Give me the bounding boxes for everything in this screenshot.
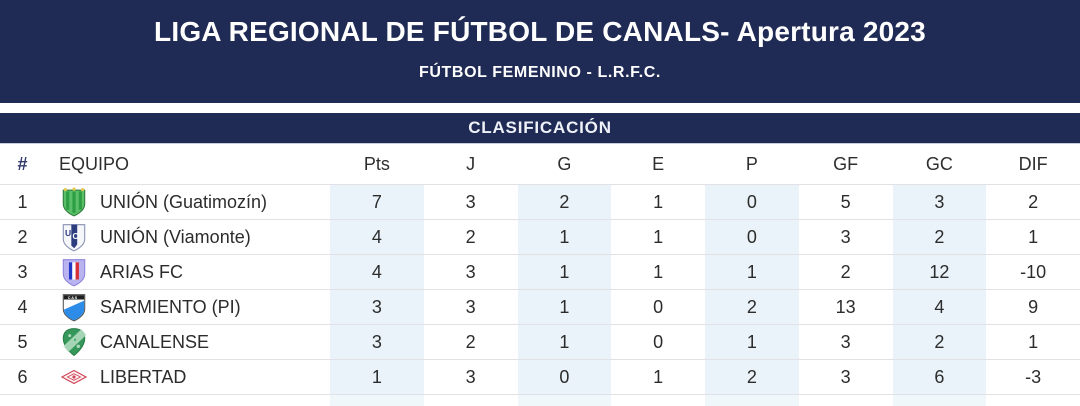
stat-gf: 5 <box>840 191 851 212</box>
team-cell <box>45 185 330 219</box>
stat-j: 3 <box>465 261 476 282</box>
stat-gf: 3 <box>840 226 851 247</box>
stat-pts: 7 <box>330 185 424 219</box>
stat-j: 2 <box>465 226 476 247</box>
stat-gc: 3 <box>893 185 987 219</box>
column-header-p: P <box>745 153 758 174</box>
banner-separator <box>0 103 1080 113</box>
stat-gc: 4 <box>893 290 987 324</box>
stat-dif: -10 <box>1020 261 1047 282</box>
green-sash-crest-icon <box>61 327 87 357</box>
row-position: 5 <box>17 331 28 352</box>
stat-e: 1 <box>653 366 664 387</box>
stat-j: 3 <box>465 296 476 317</box>
row-position: 2 <box>17 226 28 247</box>
column-header-gf: GF <box>833 153 859 174</box>
stat-e: 0 <box>653 331 664 352</box>
stat-g: 1 <box>518 255 612 289</box>
section-title-bar <box>0 113 1080 144</box>
stat-p: 1 <box>705 325 799 359</box>
lavender-tricolor-shield-icon <box>61 257 87 287</box>
stat-g: 1 <box>518 220 612 254</box>
team-cell <box>45 290 330 324</box>
column-header-pts: Pts <box>363 153 390 174</box>
stat-gf: 2 <box>840 261 851 282</box>
stat-p: 0 <box>705 220 799 254</box>
stat-j: 2 <box>465 331 476 352</box>
row-position: 3 <box>17 261 28 282</box>
page-title: LIGA REGIONAL DE FÚTBOL DE CANALS- Apertura 2023 <box>154 16 926 47</box>
stat-gf: 3 <box>840 366 851 387</box>
stat-gf: 13 <box>835 296 856 317</box>
stat-dif: 1 <box>1028 331 1039 352</box>
stat-dif: -3 <box>1025 366 1042 387</box>
column-header-dif: DIF <box>1018 153 1048 174</box>
row-position: 4 <box>17 296 28 317</box>
stat-e: 1 <box>653 191 664 212</box>
team-cell <box>45 360 330 394</box>
team-name: UNIÓN (Guatimozín) <box>100 191 268 212</box>
column-header-position: # <box>17 153 28 174</box>
table-row <box>0 359 1080 394</box>
stat-gc: 2 <box>893 220 987 254</box>
table-row <box>0 254 1080 289</box>
stat-e: 1 <box>653 261 664 282</box>
stat-g: 2 <box>518 185 612 219</box>
stat-p: 2 <box>705 360 799 394</box>
column-header-e: E <box>652 153 665 174</box>
stat-dif: 1 <box>1028 226 1039 247</box>
team-cell <box>45 220 330 254</box>
table-row <box>0 289 1080 324</box>
team-cell <box>45 255 330 289</box>
row-position: 6 <box>17 366 28 387</box>
green-striped-shield-icon <box>61 187 87 217</box>
column-header-j: J <box>466 153 476 174</box>
stat-pts: 3 <box>330 325 424 359</box>
stat-p: 2 <box>705 290 799 324</box>
stat-gc: 12 <box>893 255 987 289</box>
stat-gc: 2 <box>893 325 987 359</box>
stat-gf: 3 <box>840 331 851 352</box>
header-banner <box>0 0 1080 103</box>
white-navy-uc-shield-icon <box>61 222 87 252</box>
table-row <box>0 324 1080 359</box>
stat-e: 0 <box>653 296 664 317</box>
stat-e: 1 <box>653 226 664 247</box>
column-header-gc: GC <box>925 153 953 174</box>
table-row <box>0 184 1080 219</box>
stat-g: 1 <box>518 290 612 324</box>
team-name: CANALENSE <box>100 331 210 352</box>
stat-pts: 4 <box>330 220 424 254</box>
team-cell <box>45 325 330 359</box>
section-title: CLASIFICACIÓN <box>468 118 612 137</box>
table-header-row <box>0 144 1080 184</box>
row-position: 1 <box>17 191 28 212</box>
team-name: SARMIENTO (PI) <box>100 296 241 317</box>
table-body <box>0 184 1080 394</box>
stat-gc: 6 <box>893 360 987 394</box>
stat-pts: 1 <box>330 360 424 394</box>
stat-g: 1 <box>518 325 612 359</box>
stat-j: 3 <box>465 366 476 387</box>
stat-dif: 2 <box>1028 191 1039 212</box>
column-header-g: G <box>557 153 572 174</box>
red-diamond-crest-icon <box>61 362 87 392</box>
stat-pts: 4 <box>330 255 424 289</box>
team-name: ARIAS FC <box>100 261 184 282</box>
stat-p: 0 <box>705 185 799 219</box>
table-row <box>0 219 1080 254</box>
page-subtitle: FÚTBOL FEMENINO - L.R.F.C. <box>419 64 661 81</box>
team-name: LIBERTAD <box>100 366 187 387</box>
stat-pts: 3 <box>330 290 424 324</box>
column-header-team: EQUIPO <box>59 153 130 174</box>
white-blue-diagonal-shield-icon <box>61 292 87 322</box>
team-name: UNIÓN (Viamonte) <box>100 226 251 247</box>
table-footer-strip <box>0 394 1080 406</box>
stat-dif: 9 <box>1028 296 1039 317</box>
stat-g: 0 <box>518 360 612 394</box>
stat-j: 3 <box>465 191 476 212</box>
stat-p: 1 <box>705 255 799 289</box>
